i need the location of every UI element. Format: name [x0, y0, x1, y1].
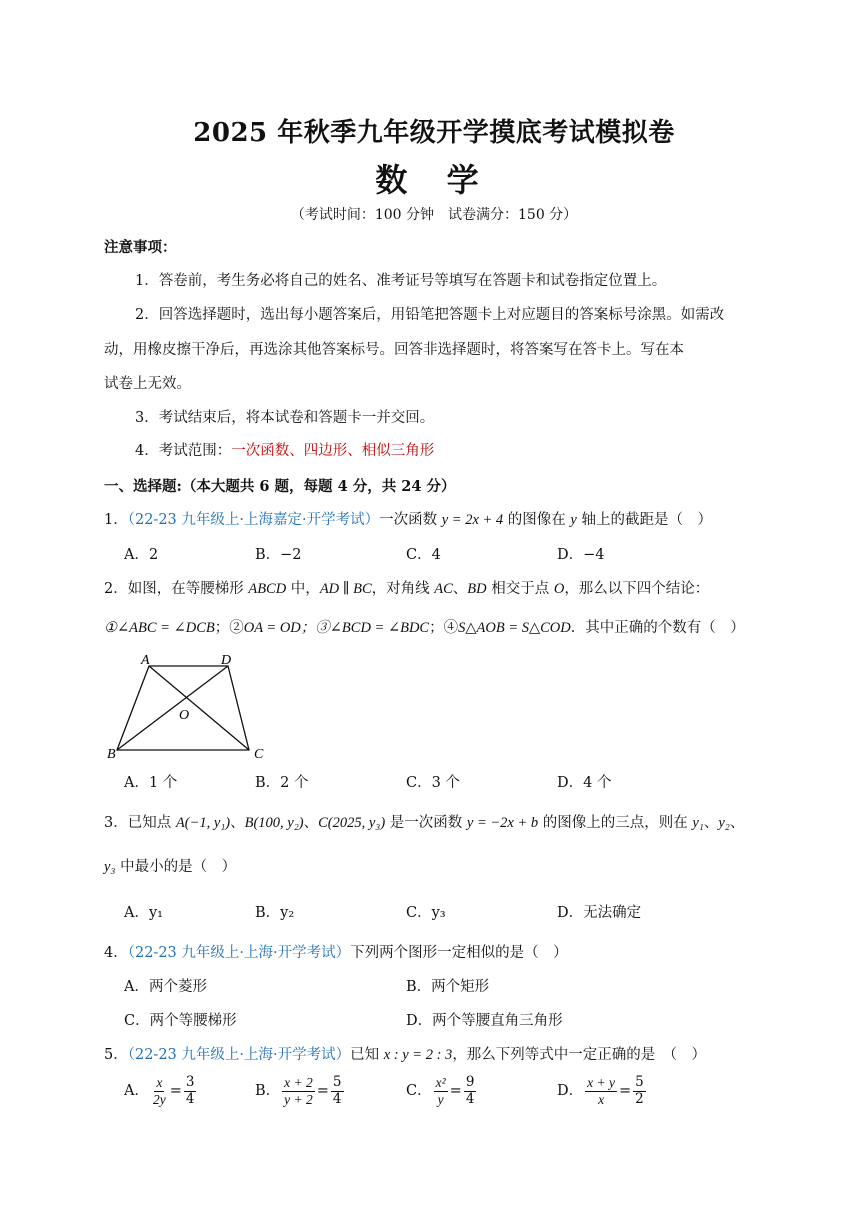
q5-option-c[interactable]: C． $\frac{\text{x²}}{y}$ = $\frac{9}{4}$ [406, 1074, 475, 1107]
conclusion-1: ①∠ABC = ∠DCB [104, 620, 215, 636]
denominator: 2y [152, 1091, 166, 1107]
separator: ；④ [429, 620, 459, 636]
q5-option-b[interactable]: B． $\frac{x + 2}{y + 2}$ = $\frac{5}{4}$ [255, 1074, 342, 1107]
separator: 、 [703, 815, 719, 831]
subject-title: 数 学 [375, 161, 493, 199]
q3-option-a[interactable]: A．y₁ [124, 905, 163, 921]
q4-option-a[interactable]: A．两个菱形 [124, 979, 207, 995]
question-1 [104, 512, 712, 529]
option-label: B． [255, 1083, 281, 1100]
question-text: 的图像在 [503, 512, 571, 528]
numerator: 9 [465, 1074, 475, 1090]
note-item-2-line-3: 试卷上无效。 [104, 376, 191, 392]
question-text: 中最小的是（ ） [115, 859, 237, 875]
math-formula: y = 2x + 4 [441, 512, 504, 528]
math-variable: y₁ [692, 815, 704, 831]
separator: 、 [303, 815, 319, 831]
math-variable: y₂ [718, 815, 730, 831]
numerator: 5 [332, 1074, 342, 1090]
q2-option-c[interactable]: C．3 个 [406, 775, 460, 791]
q4-option-d[interactable]: D．两个等腰直角三角形 [406, 1013, 563, 1029]
question-2 [104, 581, 709, 598]
note-item-2-line-2: 动，用橡皮擦干净后，再选涂其他答案标号。回答非选择题时，将答案写在答卡上。写在本 [104, 342, 684, 358]
denominator: y + 2 [284, 1091, 313, 1107]
numerator: x [156, 1075, 163, 1090]
vertex-label-c: C [254, 747, 264, 762]
math-formula: AD ∥ BC [319, 581, 372, 597]
fraction-right [464, 1075, 477, 1107]
option-label: D． [557, 1083, 584, 1100]
point-a: A(−1, y₁) [175, 815, 231, 831]
q3-option-b[interactable]: B．y₂ [255, 905, 295, 921]
question-text: 下列两个图形一定相似的是（ ） [350, 945, 568, 961]
q3-option-d[interactable]: D．无法确定 [557, 905, 642, 921]
fraction-left [151, 1075, 168, 1107]
denominator: x [598, 1091, 605, 1107]
vertex-label-d: D [221, 653, 232, 668]
denominator: y [437, 1091, 444, 1107]
option-label: A． [124, 1083, 149, 1100]
denominator: 4 [465, 1090, 475, 1107]
question-3-line-2 [104, 859, 236, 876]
fraction-left [282, 1075, 315, 1107]
question-source: （22-23 九年级上·上海·开学考试） [127, 945, 351, 961]
question-text: 相交于点 [486, 581, 554, 597]
question-text: 3．已知点 [104, 815, 176, 831]
question-text: ，那么下列等式中一定正确的是 （ ） [452, 1047, 707, 1063]
question-text: ，对角线 [371, 581, 435, 597]
math-variable: BD [467, 581, 487, 597]
denominator: 4 [332, 1090, 342, 1107]
note-item-4 [135, 443, 434, 460]
q5-option-a[interactable]: A． $\frac{x}{2y}$ = $\frac{3}{4}$ [124, 1074, 195, 1107]
question-3 [104, 815, 744, 832]
vertex-label-b: B [107, 747, 116, 762]
q2-option-b[interactable]: B．2 个 [255, 775, 309, 791]
numerator: x + y [587, 1075, 615, 1090]
q1-option-d[interactable]: D．−4 [557, 547, 605, 563]
fraction-right [331, 1075, 344, 1107]
question-text: 是一次函数 [385, 815, 467, 831]
separator: 、 [230, 815, 245, 831]
note-item-4-prefix: 4．考试范围： [135, 443, 232, 459]
q3-option-c[interactable]: C．y₃ [406, 905, 446, 921]
fraction-left [434, 1075, 448, 1107]
q2-option-d[interactable]: D．4 个 [557, 775, 612, 791]
fraction-right [184, 1075, 197, 1107]
numerator: 3 [185, 1074, 195, 1090]
question-source: （22-23 九年级上·上海·开学考试） [127, 1047, 351, 1063]
exam-scope: 一次函数、四边形、相似三角形 [231, 443, 435, 459]
note-item-3: 3．考试结束后，将本试卷和答题卡一并交回。 [135, 410, 435, 426]
question-text: ．其中正确的个数有（ ） [570, 620, 745, 636]
notes-heading: 注意事项： [104, 239, 177, 256]
note-item-1: 1．答卷前，考生务必将自己的姓名、准考证号等填写在答题卡和试卷指定位置上。 [135, 273, 667, 289]
math-variable: y [570, 512, 577, 528]
option-label: C． [406, 1083, 432, 1100]
question-number: 1． [104, 512, 128, 528]
conclusion-3: ；③∠BCD = ∠BDC [300, 620, 430, 636]
separator: ；② [214, 620, 244, 636]
question-text: 中， [286, 581, 320, 597]
denominator: 4 [185, 1090, 195, 1107]
fraction-right [633, 1075, 646, 1107]
q2-conclusions [104, 620, 745, 637]
math-variable: O [553, 581, 565, 597]
question-5 [104, 1047, 706, 1064]
numerator: x² [435, 1075, 446, 1090]
conclusion-4: S△AOB = S△COD [458, 620, 571, 636]
question-text: 已知 [350, 1047, 384, 1063]
point-c: C(2025, y₃) [318, 815, 386, 831]
math-variable: ABCD [248, 581, 287, 597]
question-source: （22-23 九年级上·上海嘉定·开学考试） [127, 512, 380, 528]
section-heading: 一、选择题:（本大题共 6 题，每题 4 分，共 24 分） [104, 478, 456, 495]
q1-option-a[interactable]: A．2 [124, 547, 159, 563]
exam-title: 2025 年秋季九年级开学摸底考试模拟卷 [193, 118, 675, 148]
separator: 、 [452, 581, 468, 597]
question-text: 的图像上的三点，则在 [538, 815, 693, 831]
q1-option-c[interactable]: C．4 [406, 547, 441, 563]
q1-option-b[interactable]: B．−2 [255, 547, 302, 563]
question-number: 4． [104, 945, 128, 961]
trapezoid-figure [104, 652, 274, 764]
question-text: 轴上的截距是（ ） [576, 512, 712, 528]
separator: 、 [729, 815, 745, 831]
q2-option-a[interactable]: A．1 个 [124, 775, 178, 791]
question-text: 一次函数 [379, 512, 442, 528]
diagonal-ac [149, 666, 249, 750]
question-text: 2．如图，在等腰梯形 [104, 581, 249, 597]
math-formula: y = −2x + b [466, 815, 539, 831]
vertex-label-a: A [141, 653, 150, 668]
math-formula: x : y = 2 : 3 [383, 1047, 453, 1063]
exam-info: （考试时间：100 分钟 试卷满分：150 分） [290, 207, 578, 223]
math-variable: y₃ [104, 859, 116, 875]
numerator: x + 2 [284, 1075, 313, 1090]
numerator: 5 [635, 1074, 644, 1090]
point-label-o: O [179, 708, 190, 723]
q4-option-b[interactable]: B．两个矩形 [406, 979, 490, 995]
fraction-left [585, 1075, 617, 1107]
conclusion-2: OA = OD [243, 620, 301, 636]
note-item-2-line-1: 2．回答选择题时，选出每小题答案后，用铅笔把答题卡上对应题目的答案标号涂黑。如需改 [135, 307, 725, 323]
question-text: ，那么以下四个结论： [564, 581, 710, 597]
question-4 [104, 945, 568, 962]
denominator: 2 [635, 1090, 644, 1107]
point-b: B(100, y₂) [244, 815, 304, 831]
math-variable: AC [434, 581, 453, 597]
q4-option-c[interactable]: C．两个等腰梯形 [124, 1013, 237, 1029]
q5-option-d[interactable]: D． $\frac{x + y}{x}$ = $\frac{5}{2}$ [557, 1074, 644, 1107]
question-number: 5． [104, 1047, 128, 1063]
